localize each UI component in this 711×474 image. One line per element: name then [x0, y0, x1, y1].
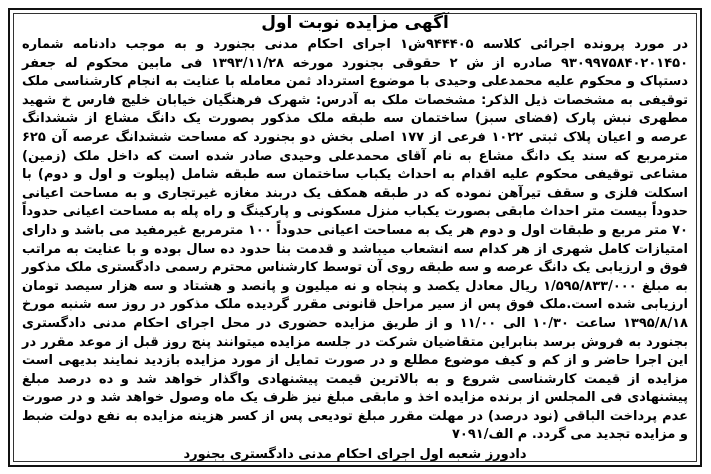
notice-body: در مورد پرونده اجرائی کلاسه ۹۴۴۴۰۵ش۱ اجرای احکام مدنی بجنورد و به موجب دادنامه شماره ۹۳۰۹۹۷۵۸۴۰۲۰۱۴۵۰ صادره از ش ۲ حقوقی بجنورد مورخه ۱۳۹۳/۱۱/۲۸ فی مابین محکوم له جعفر دستپاک و محکوم علیه محمدعلی وحیدی با موضوع استرداد ثمن معامله با عنایت به انجام کارشناسی ملک توقیفی به مشخصات ذیل الذکر: مشخصات ملک به آدرس: شهرک فرهنگیان خیابان خلیج فارس خ شهید مطهری نبش پارک (فضای سبز) ساختمان سه طبقه ملک مذکور بصورت یک دانگ مشاع از ششدانگ عرصه و اعیان پلاک ثبتی ۱۰۲۲ فرعی از ۱۷۷ اصلی بخش دو بجنورد که مساحت ششدانگ عرصه آن ۶۲۵ مترمربع که سند یک دانگ مشاع به نام آقای محمدعلی وحیدی صادر شده است که داخل ملک (زمین) مشاعی توقیفی محکوم علیه اقدام به احداث یکباب ساختمان سه طبقه شامل (پیلوت و اول و دوم) با اسکلت فلزی و سقف تیرآهن نموده که در طبقه همکف یک دربند مغازه غیرتجاری و به مساحت اعیانی حدوداً بیست متر احداث مابقی بصورت یکباب منزل مسکونی و پارکینگ و راه پله به مساحت اعیانی حدوداً ۷۰ متر مربع و طبقات اول و دوم هر یک به مساحت اعیانی حدوداً ۱۰۰ مترمربع غیرمفید می باشد و دارای امتیازات کامل شهری از هر کدام سه انشعاب میباشد و قدمت بنا حدود ده سال بوده و با عنایت به مراتب فوق و ارزیابی یک دانگ عرصه و سه طبقه روی آن توسط کارشناس محترم رسمی دادگستری ملک مذکور به مبلغ ۱/۵۹۵/۸۳۳/۰۰۰ ریال معادل یکصد و پنجاه و نه میلیون و پانصد و هشتاد و سه هزار سیصد تومان ارزیابی شده است.ملک فوق پس از سیر مراحل قانونی مقرر گردیده ملک مذکور در روز سه شنبه مورخ ۱۳۹۵/۸/۱۸ ساعت ۱۰/۳۰ الی ۱۱/۰۰ و از طریق مزایده حضوری در محل اجرای احکام مدنی دادگستری بجنورد به فروش برسد بنابراین متقاضیان شرکت در جلسه مزایده میتوانند پنج روز قبل از موعد مقرر در این اجرا حاضر و از کم و کیف موضوع مطلع و در صورت تمایل از مورد مزایده بازدید نمایند بدیهی است مزایده از قیمت کارشناسی شروع و به بالاترین قیمت پیشنهادی واگذار خواهد شد و ده درصد مبلغ پیشنهادی فی المجلس از برنده مزایده اخذ و مابقی مبلغ نیز ظرف یک ماه وصول خواهد شد و در صورت عدم پرداخت الباقی (نود درصد) در مهلت مقرر مبلغ تودیعی پس از کسر هزینه مزایده به نفع دولت ضبط و مزایده تجدید می گردد. م الف/۷۰۹۱	[22, 37, 689, 443]
auction-notice	[8, 8, 702, 467]
notice-signature: دادورز شعبه اول اجرای احکام مدنی دادگستری بجنورد	[183, 447, 527, 462]
notice-title: آگهی مزایده نوبت اول	[261, 13, 449, 33]
